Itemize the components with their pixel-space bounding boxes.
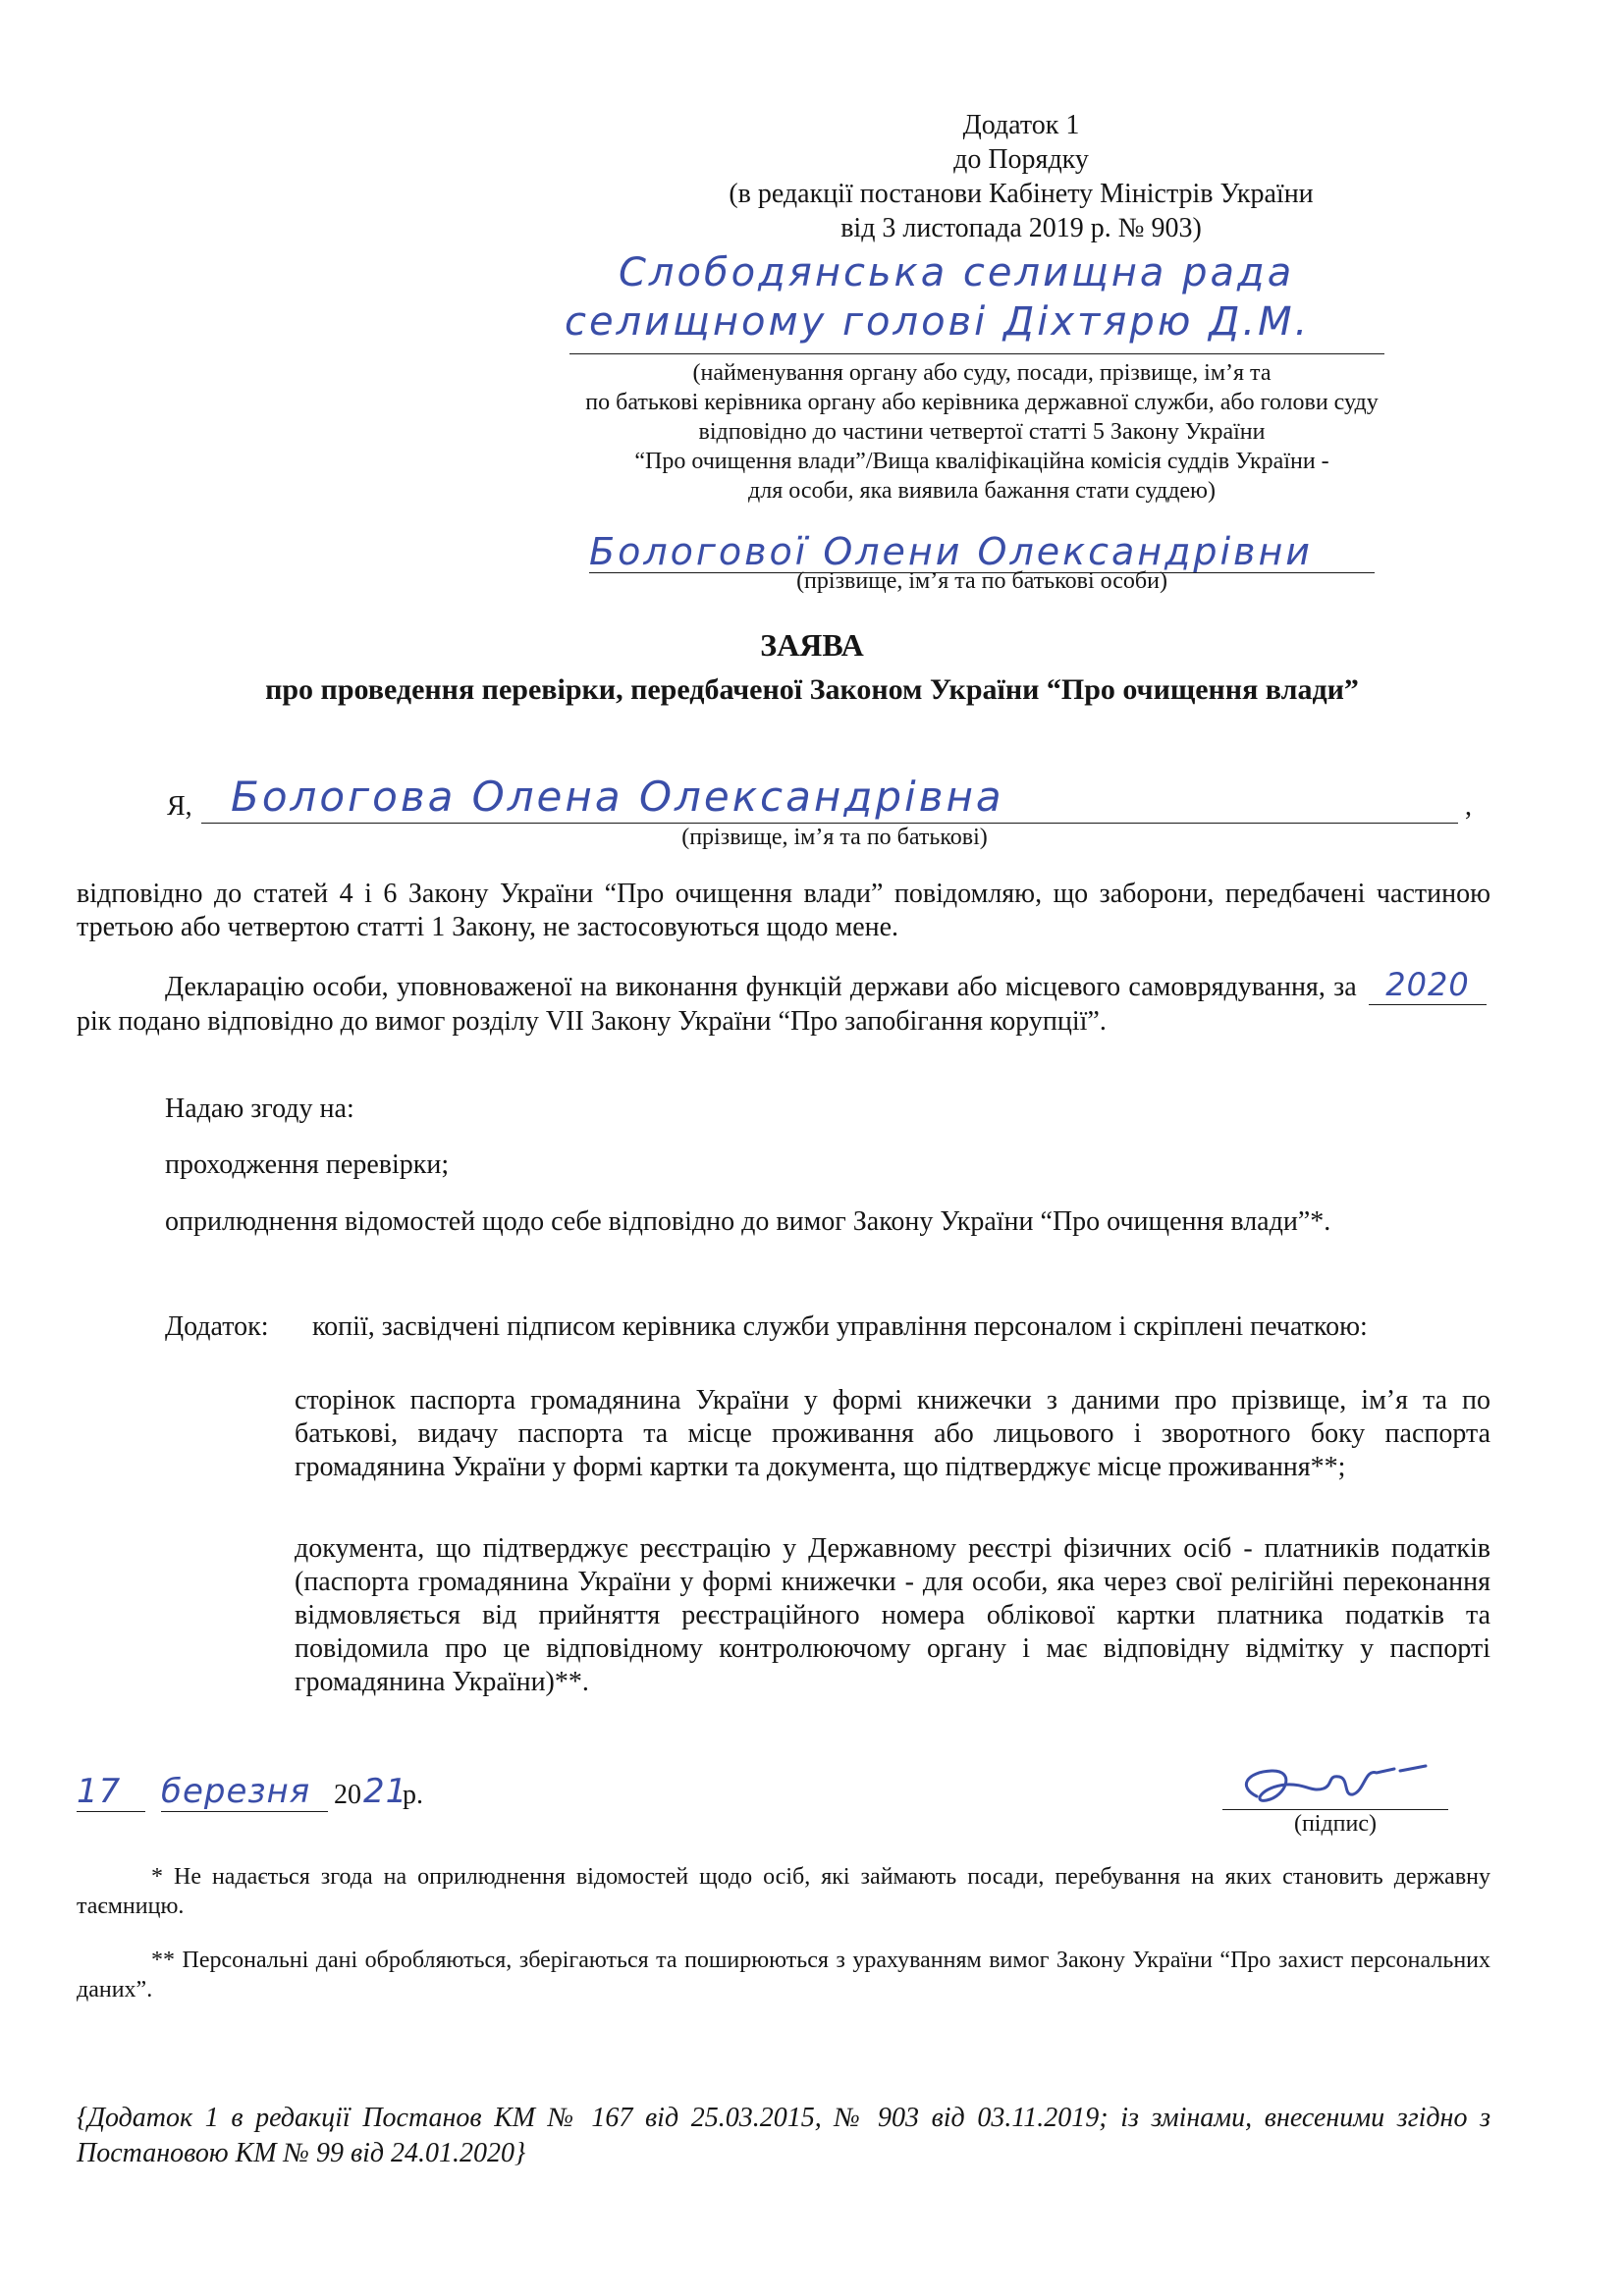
sender-handwritten: Бологової Олени Олександрівни (589, 530, 1313, 573)
addressee-handwritten-line2: селищному голові Діхтярю Д.М. (565, 299, 1311, 345)
footnote-2: ** Персональні дані обробляються, зберігаються та поширюються з урахуванням вимог Закону України “Про захист персональних даних”. (77, 1948, 1490, 2002)
attachment-item-tax-registration: документа, що підтверджує реєстрацію у Державному реєстрі фізичних осіб - платників податків (паспорта громадянина України у формі книжечки - для особи, яка через свої релігійні переконання відмовляється від прийняття реєстраційного номера облікової картки платника податків та повідомила про це відповідному контролюючому органу і має відповідну відмітку у паспорті громадянина України)**. (295, 1533, 1490, 1697)
editorial-note: {Додаток 1 в редакції Постанов КМ № 167 від 25.03.2015, № 903 від 03.11.2019; із змінами, внесеними згідно з Постановою КМ № 99 від 24.01.2020} (77, 2103, 1490, 2168)
declaration-year-handwritten: 2020 (1385, 966, 1470, 1003)
statement-subtitle: про проведення перевірки, передбаченої Законом України “Про очищення влади” (265, 673, 1359, 706)
sender-caption: (прізвище, ім’я та по батькові особи) (796, 568, 1167, 594)
date-year-handwritten: 21 (363, 1772, 408, 1811)
date-month-line (161, 1811, 328, 1812)
addressee-caption-line5: для особи, яка виявила бажання стати суддею) (748, 478, 1216, 504)
signature-caption: (підпис) (1293, 1811, 1378, 1837)
date-year-suffix: р. (403, 1780, 423, 1810)
consent-item-check: проходження перевірки; (165, 1149, 450, 1180)
date-month-handwritten: березня (161, 1772, 311, 1811)
statement-title: ЗАЯВА (760, 627, 864, 663)
statement-paragraph: відповідно до статей 4 і 6 Закону України “Про очищення влади” повідомляю, що заборони, передбачені частиною третьою або четвертою статті 1 Закону, не застосовуються щодо мене. (77, 879, 1490, 942)
date-day-handwritten: 17 (77, 1772, 122, 1811)
date-day-line (77, 1811, 145, 1812)
footnote-1: * Не надається згода на оприлюднення відомостей щодо осіб, які займають посади, перебування на яких становить державну таємницю. (77, 1864, 1490, 1919)
addressee-caption (511, 358, 1453, 506)
appendix-number: Додаток 1 (962, 110, 1080, 140)
attachment-intro: копії, засвідчені підписом керівника служби управління персоналом і скріплені печаткою: (312, 1311, 1368, 1342)
declaration-text-part2: рік подано відповідно до вимог розділу VII Закону України “Про запобігання корупції”. (77, 1006, 1107, 1037)
addressee-caption-line4: “Про очищення влади”/Вища кваліфікаційна комісія суддів України - (634, 449, 1329, 474)
date-line (77, 1772, 450, 1817)
addressee-caption-line1: (найменування органу або суду, посади, прізвище, ім’я та (692, 360, 1272, 386)
addressee-caption-line2: по батькові керівника органу або керівника державної служби, або голови суду (585, 390, 1379, 415)
appendix-header (589, 108, 1453, 245)
attachment-item-passport: сторінок паспорта громадянина України у формі книжечки з даними про прізвище, ім’я та по батькові, видачу паспорта та місце проживання або лицьового і зворотного боку паспорта громадянина України у формі картки та документа, що підтверджує місце проживання**; (295, 1385, 1490, 1482)
consent-intro: Надаю згоду на: (165, 1094, 354, 1124)
appendix-procedure: до Порядку (953, 144, 1089, 175)
declaration-year-field (1369, 968, 1487, 1005)
appendix-date: від 3 листопада 2019 р. № 903) (840, 213, 1202, 243)
declaration-text-part1: Декларацію особи, уповноваженої на виконання функцій держави або місцевого самоврядування, за (165, 972, 1357, 1002)
date-year-prefix: 20 (334, 1780, 361, 1810)
statement-name-caption: (прізвище, ім’я та по батькові) (681, 825, 988, 850)
addressee-handwritten-line1: Слободянська селищна рада (619, 250, 1295, 295)
statement-name-handwritten: Бологова Олена Олександрівна (231, 773, 1004, 821)
addressee-caption-line3: відповідно до частини четвертої статті 5 Закону України (698, 419, 1266, 445)
statement-suffix: , (1465, 791, 1472, 822)
statement-prefix: Я, (167, 791, 192, 822)
appendix-edition: (в редакції постанови Кабінету Міністрів України (729, 179, 1314, 209)
attachment-label: Додаток: (165, 1311, 269, 1342)
declaration-paragraph (77, 968, 1490, 1039)
addressee-line (569, 353, 1384, 354)
consent-item-publication: оприлюднення відомостей щодо себе відповідно до вимог Закону України “Про очищення влади”*. (165, 1206, 1331, 1237)
